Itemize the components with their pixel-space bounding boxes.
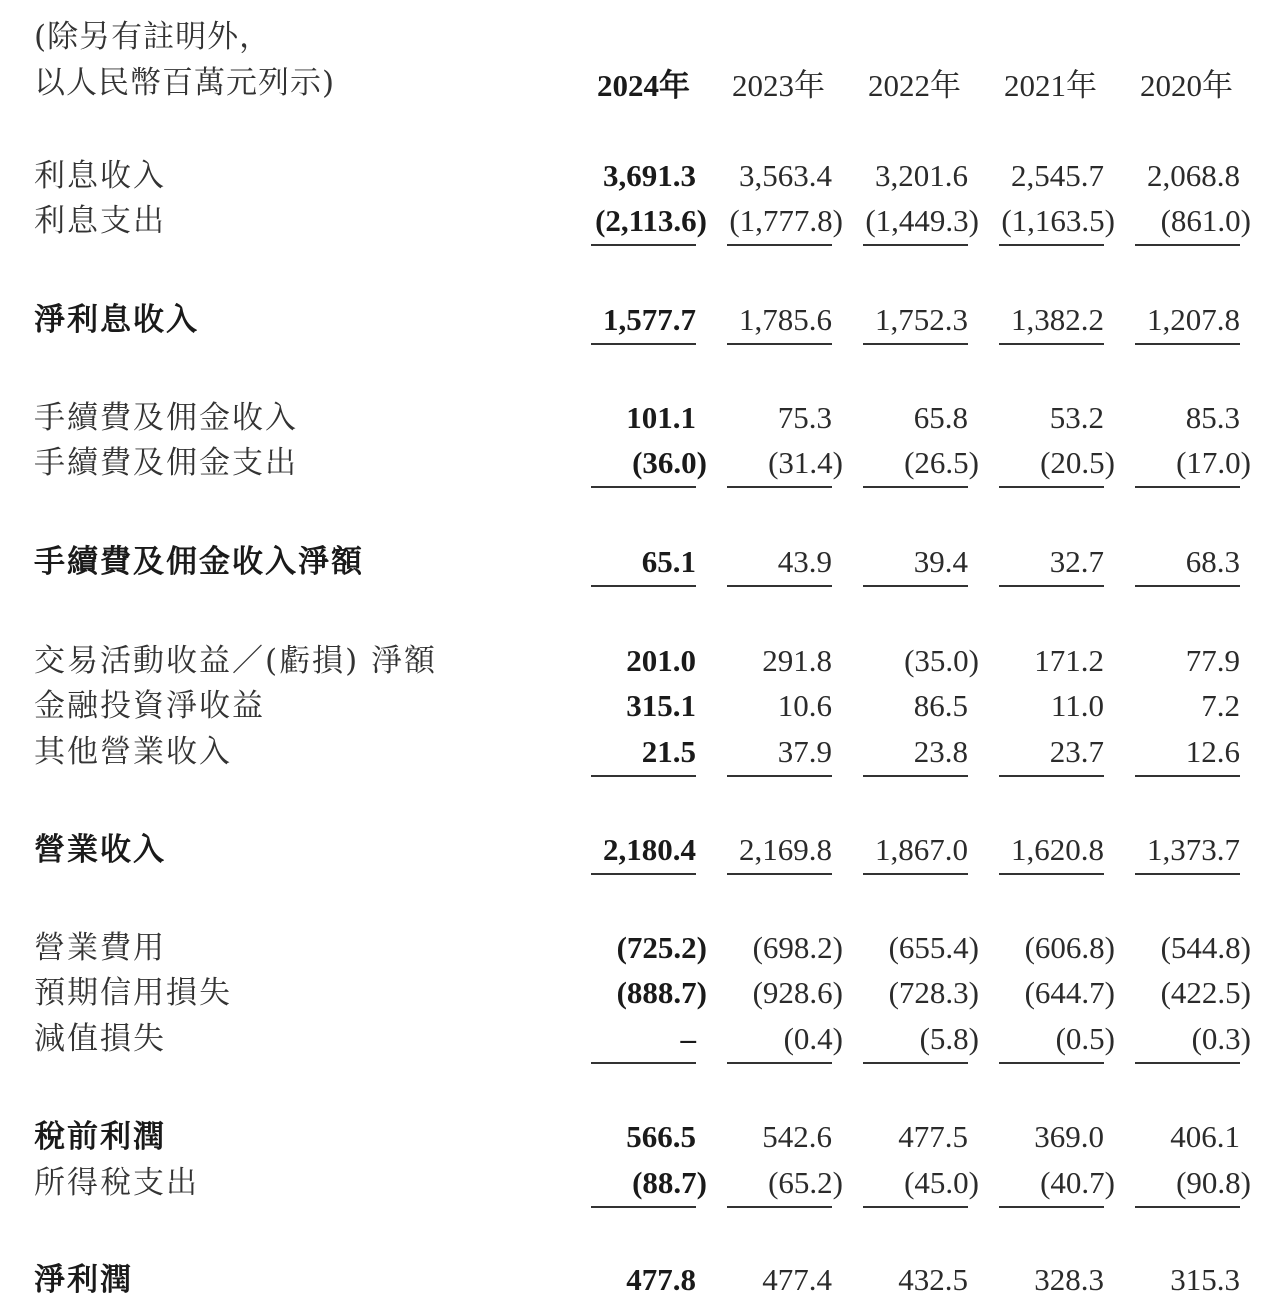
table-row bbox=[0, 298, 1268, 342]
row-label: 手續費及佣金收入 bbox=[34, 400, 298, 436]
table-row bbox=[0, 926, 1268, 970]
row-label: 利息收入 bbox=[34, 158, 166, 194]
cell-value: (928.6) bbox=[752, 975, 843, 1010]
year-header-3: 2021年 bbox=[1004, 68, 1097, 103]
table-row bbox=[0, 1258, 1268, 1302]
cell-value: 171.2 bbox=[1034, 643, 1104, 678]
cell-value: 23.8 bbox=[913, 734, 968, 769]
subtotal-rule bbox=[863, 873, 968, 875]
cell-value: (88.7) bbox=[632, 1165, 707, 1200]
row-label: 淨利潤 bbox=[34, 1262, 133, 1298]
cell-value: (1,777.8) bbox=[729, 203, 843, 238]
subtotal-rule bbox=[1135, 775, 1240, 777]
cell-value: 65.1 bbox=[641, 544, 696, 579]
cell-value: (0.5) bbox=[1055, 1021, 1115, 1056]
cell-value: 3,201.6 bbox=[875, 158, 968, 193]
table-row bbox=[0, 1161, 1268, 1205]
table-row bbox=[0, 971, 1268, 1015]
cell-value: 477.4 bbox=[762, 1262, 832, 1297]
subtotal-rule bbox=[727, 343, 832, 345]
cell-value: 369.0 bbox=[1034, 1119, 1104, 1154]
cell-value: 39.4 bbox=[913, 544, 968, 579]
cell-value: 75.3 bbox=[777, 400, 832, 435]
table-row bbox=[0, 1017, 1268, 1061]
row-label: 營業費用 bbox=[34, 930, 166, 966]
row-label: 淨利息收入 bbox=[34, 302, 199, 338]
row-label: 預期信用損失 bbox=[34, 975, 232, 1011]
cell-value: 1,373.7 bbox=[1147, 832, 1240, 867]
table-row bbox=[0, 639, 1268, 683]
row-label: 交易活動收益／(虧損) 淨額 bbox=[34, 643, 438, 679]
cell-value: 23.7 bbox=[1049, 734, 1104, 769]
table-row bbox=[0, 1115, 1268, 1159]
subtotal-rule bbox=[863, 775, 968, 777]
cell-value: 477.5 bbox=[898, 1119, 968, 1154]
cell-value: (725.2) bbox=[616, 930, 707, 965]
cell-value: 291.8 bbox=[762, 643, 832, 678]
cell-value: 2,180.4 bbox=[603, 832, 696, 867]
row-label: 營業收入 bbox=[34, 832, 166, 868]
cell-value: (36.0) bbox=[632, 445, 707, 480]
subtotal-rule bbox=[591, 775, 696, 777]
cell-value: 53.2 bbox=[1049, 400, 1104, 435]
subtotal-rule bbox=[999, 1206, 1104, 1208]
table-note-line: 以人民幣百萬元列示) bbox=[34, 65, 336, 101]
cell-value: (698.2) bbox=[752, 930, 843, 965]
table-note bbox=[34, 14, 335, 106]
cell-value: 432.5 bbox=[898, 1262, 968, 1297]
table-note-line: (除另有註明外， bbox=[34, 19, 272, 55]
cell-value: 10.6 bbox=[777, 688, 832, 723]
subtotal-rule bbox=[591, 343, 696, 345]
subtotal-rule bbox=[727, 873, 832, 875]
cell-value: – bbox=[680, 1021, 696, 1056]
cell-value: (1,449.3) bbox=[865, 203, 979, 238]
cell-value: (422.5) bbox=[1160, 975, 1251, 1010]
row-label: 金融投資淨收益 bbox=[34, 688, 265, 724]
cell-value: 315.3 bbox=[1170, 1262, 1240, 1297]
cell-value: 21.5 bbox=[641, 734, 696, 769]
cell-value: (5.8) bbox=[919, 1021, 979, 1056]
cell-value: (728.3) bbox=[888, 975, 979, 1010]
subtotal-rule bbox=[999, 873, 1104, 875]
subtotal-rule bbox=[591, 244, 696, 246]
subtotal-rule bbox=[863, 1206, 968, 1208]
cell-value: (861.0) bbox=[1160, 203, 1251, 238]
cell-value: 12.6 bbox=[1185, 734, 1240, 769]
cell-value: 315.1 bbox=[626, 688, 696, 723]
cell-value: 1,577.7 bbox=[603, 302, 696, 337]
cell-value: 1,867.0 bbox=[875, 832, 968, 867]
year-header-0: 2024年 bbox=[597, 68, 690, 103]
subtotal-rule bbox=[863, 1062, 968, 1064]
subtotal-rule bbox=[591, 1062, 696, 1064]
cell-value: (544.8) bbox=[1160, 930, 1251, 965]
subtotal-rule bbox=[863, 343, 968, 345]
subtotal-rule bbox=[727, 486, 832, 488]
year-header-2: 2022年 bbox=[868, 68, 961, 103]
table-row bbox=[0, 540, 1268, 584]
cell-value: 65.8 bbox=[913, 400, 968, 435]
cell-value: 1,207.8 bbox=[1147, 302, 1240, 337]
cell-value: 43.9 bbox=[777, 544, 832, 579]
subtotal-rule bbox=[727, 585, 832, 587]
cell-value: 1,620.8 bbox=[1011, 832, 1104, 867]
subtotal-rule bbox=[999, 244, 1104, 246]
subtotal-rule bbox=[1135, 244, 1240, 246]
subtotal-rule bbox=[727, 244, 832, 246]
subtotal-rule bbox=[591, 1206, 696, 1208]
subtotal-rule bbox=[1135, 873, 1240, 875]
cell-value: (17.0) bbox=[1176, 445, 1251, 480]
subtotal-rule bbox=[999, 585, 1104, 587]
cell-value: (644.7) bbox=[1024, 975, 1115, 1010]
row-label: 手續費及佣金支出 bbox=[34, 445, 298, 481]
subtotal-rule bbox=[999, 486, 1104, 488]
cell-value: (31.4) bbox=[768, 445, 843, 480]
cell-value: (65.2) bbox=[768, 1165, 843, 1200]
cell-value: (20.5) bbox=[1040, 445, 1115, 480]
cell-value: 7.2 bbox=[1201, 688, 1240, 723]
cell-value: (2,113.6) bbox=[595, 203, 707, 238]
table-row bbox=[0, 730, 1268, 774]
cell-value: 3,691.3 bbox=[603, 158, 696, 193]
cell-value: 328.3 bbox=[1034, 1262, 1104, 1297]
table-row bbox=[0, 828, 1268, 872]
cell-value: 2,545.7 bbox=[1011, 158, 1104, 193]
cell-value: 2,068.8 bbox=[1147, 158, 1240, 193]
cell-value: (1,163.5) bbox=[1001, 203, 1115, 238]
table-row bbox=[0, 684, 1268, 728]
subtotal-rule bbox=[1135, 1206, 1240, 1208]
cell-value: 1,382.2 bbox=[1011, 302, 1104, 337]
subtotal-rule bbox=[999, 775, 1104, 777]
subtotal-rule bbox=[1135, 343, 1240, 345]
subtotal-rule bbox=[863, 244, 968, 246]
cell-value: (35.0) bbox=[904, 643, 979, 678]
cell-value: (90.8) bbox=[1176, 1165, 1251, 1200]
subtotal-rule bbox=[999, 1062, 1104, 1064]
row-label: 利息支出 bbox=[34, 203, 166, 239]
row-label: 減值損失 bbox=[34, 1021, 166, 1057]
cell-value: 11.0 bbox=[1050, 688, 1104, 723]
table-row bbox=[0, 441, 1268, 485]
cell-value: (888.7) bbox=[616, 975, 707, 1010]
cell-value: (26.5) bbox=[904, 445, 979, 480]
cell-value: 77.9 bbox=[1185, 643, 1240, 678]
cell-value: 101.1 bbox=[626, 400, 696, 435]
subtotal-rule bbox=[863, 585, 968, 587]
subtotal-rule bbox=[1135, 1062, 1240, 1064]
year-header-1: 2023年 bbox=[732, 68, 825, 103]
subtotal-rule bbox=[727, 1206, 832, 1208]
cell-value: (606.8) bbox=[1024, 930, 1115, 965]
cell-value: 32.7 bbox=[1049, 544, 1104, 579]
row-label: 其他營業收入 bbox=[34, 734, 232, 770]
cell-value: (655.4) bbox=[888, 930, 979, 965]
table-row bbox=[0, 199, 1268, 243]
table-row bbox=[0, 396, 1268, 440]
cell-value: 37.9 bbox=[777, 734, 832, 769]
cell-value: 2,169.8 bbox=[739, 832, 832, 867]
cell-value: 406.1 bbox=[1170, 1119, 1240, 1154]
subtotal-rule bbox=[727, 775, 832, 777]
cell-value: (0.4) bbox=[783, 1021, 843, 1056]
cell-value: (0.3) bbox=[1191, 1021, 1251, 1056]
cell-value: 477.8 bbox=[626, 1262, 696, 1297]
subtotal-rule bbox=[999, 343, 1104, 345]
cell-value: 542.6 bbox=[762, 1119, 832, 1154]
subtotal-rule bbox=[1135, 585, 1240, 587]
subtotal-rule bbox=[1135, 486, 1240, 488]
cell-value: 86.5 bbox=[913, 688, 968, 723]
row-label: 所得稅支出 bbox=[34, 1165, 199, 1201]
cell-value: 68.3 bbox=[1185, 544, 1240, 579]
table-row bbox=[0, 154, 1268, 198]
year-header-4: 2020年 bbox=[1140, 68, 1233, 103]
cell-value: (40.7) bbox=[1040, 1165, 1115, 1200]
row-label: 手續費及佣金收入淨額 bbox=[34, 544, 364, 580]
subtotal-rule bbox=[591, 585, 696, 587]
cell-value: 566.5 bbox=[626, 1119, 696, 1154]
subtotal-rule bbox=[591, 873, 696, 875]
subtotal-rule bbox=[863, 486, 968, 488]
cell-value: 85.3 bbox=[1185, 400, 1240, 435]
subtotal-rule bbox=[591, 486, 696, 488]
cell-value: 1,785.6 bbox=[739, 302, 832, 337]
cell-value: 201.0 bbox=[626, 643, 696, 678]
cell-value: (45.0) bbox=[904, 1165, 979, 1200]
cell-value: 3,563.4 bbox=[739, 158, 832, 193]
subtotal-rule bbox=[727, 1062, 832, 1064]
cell-value: 1,752.3 bbox=[875, 302, 968, 337]
row-label: 稅前利潤 bbox=[34, 1119, 166, 1155]
